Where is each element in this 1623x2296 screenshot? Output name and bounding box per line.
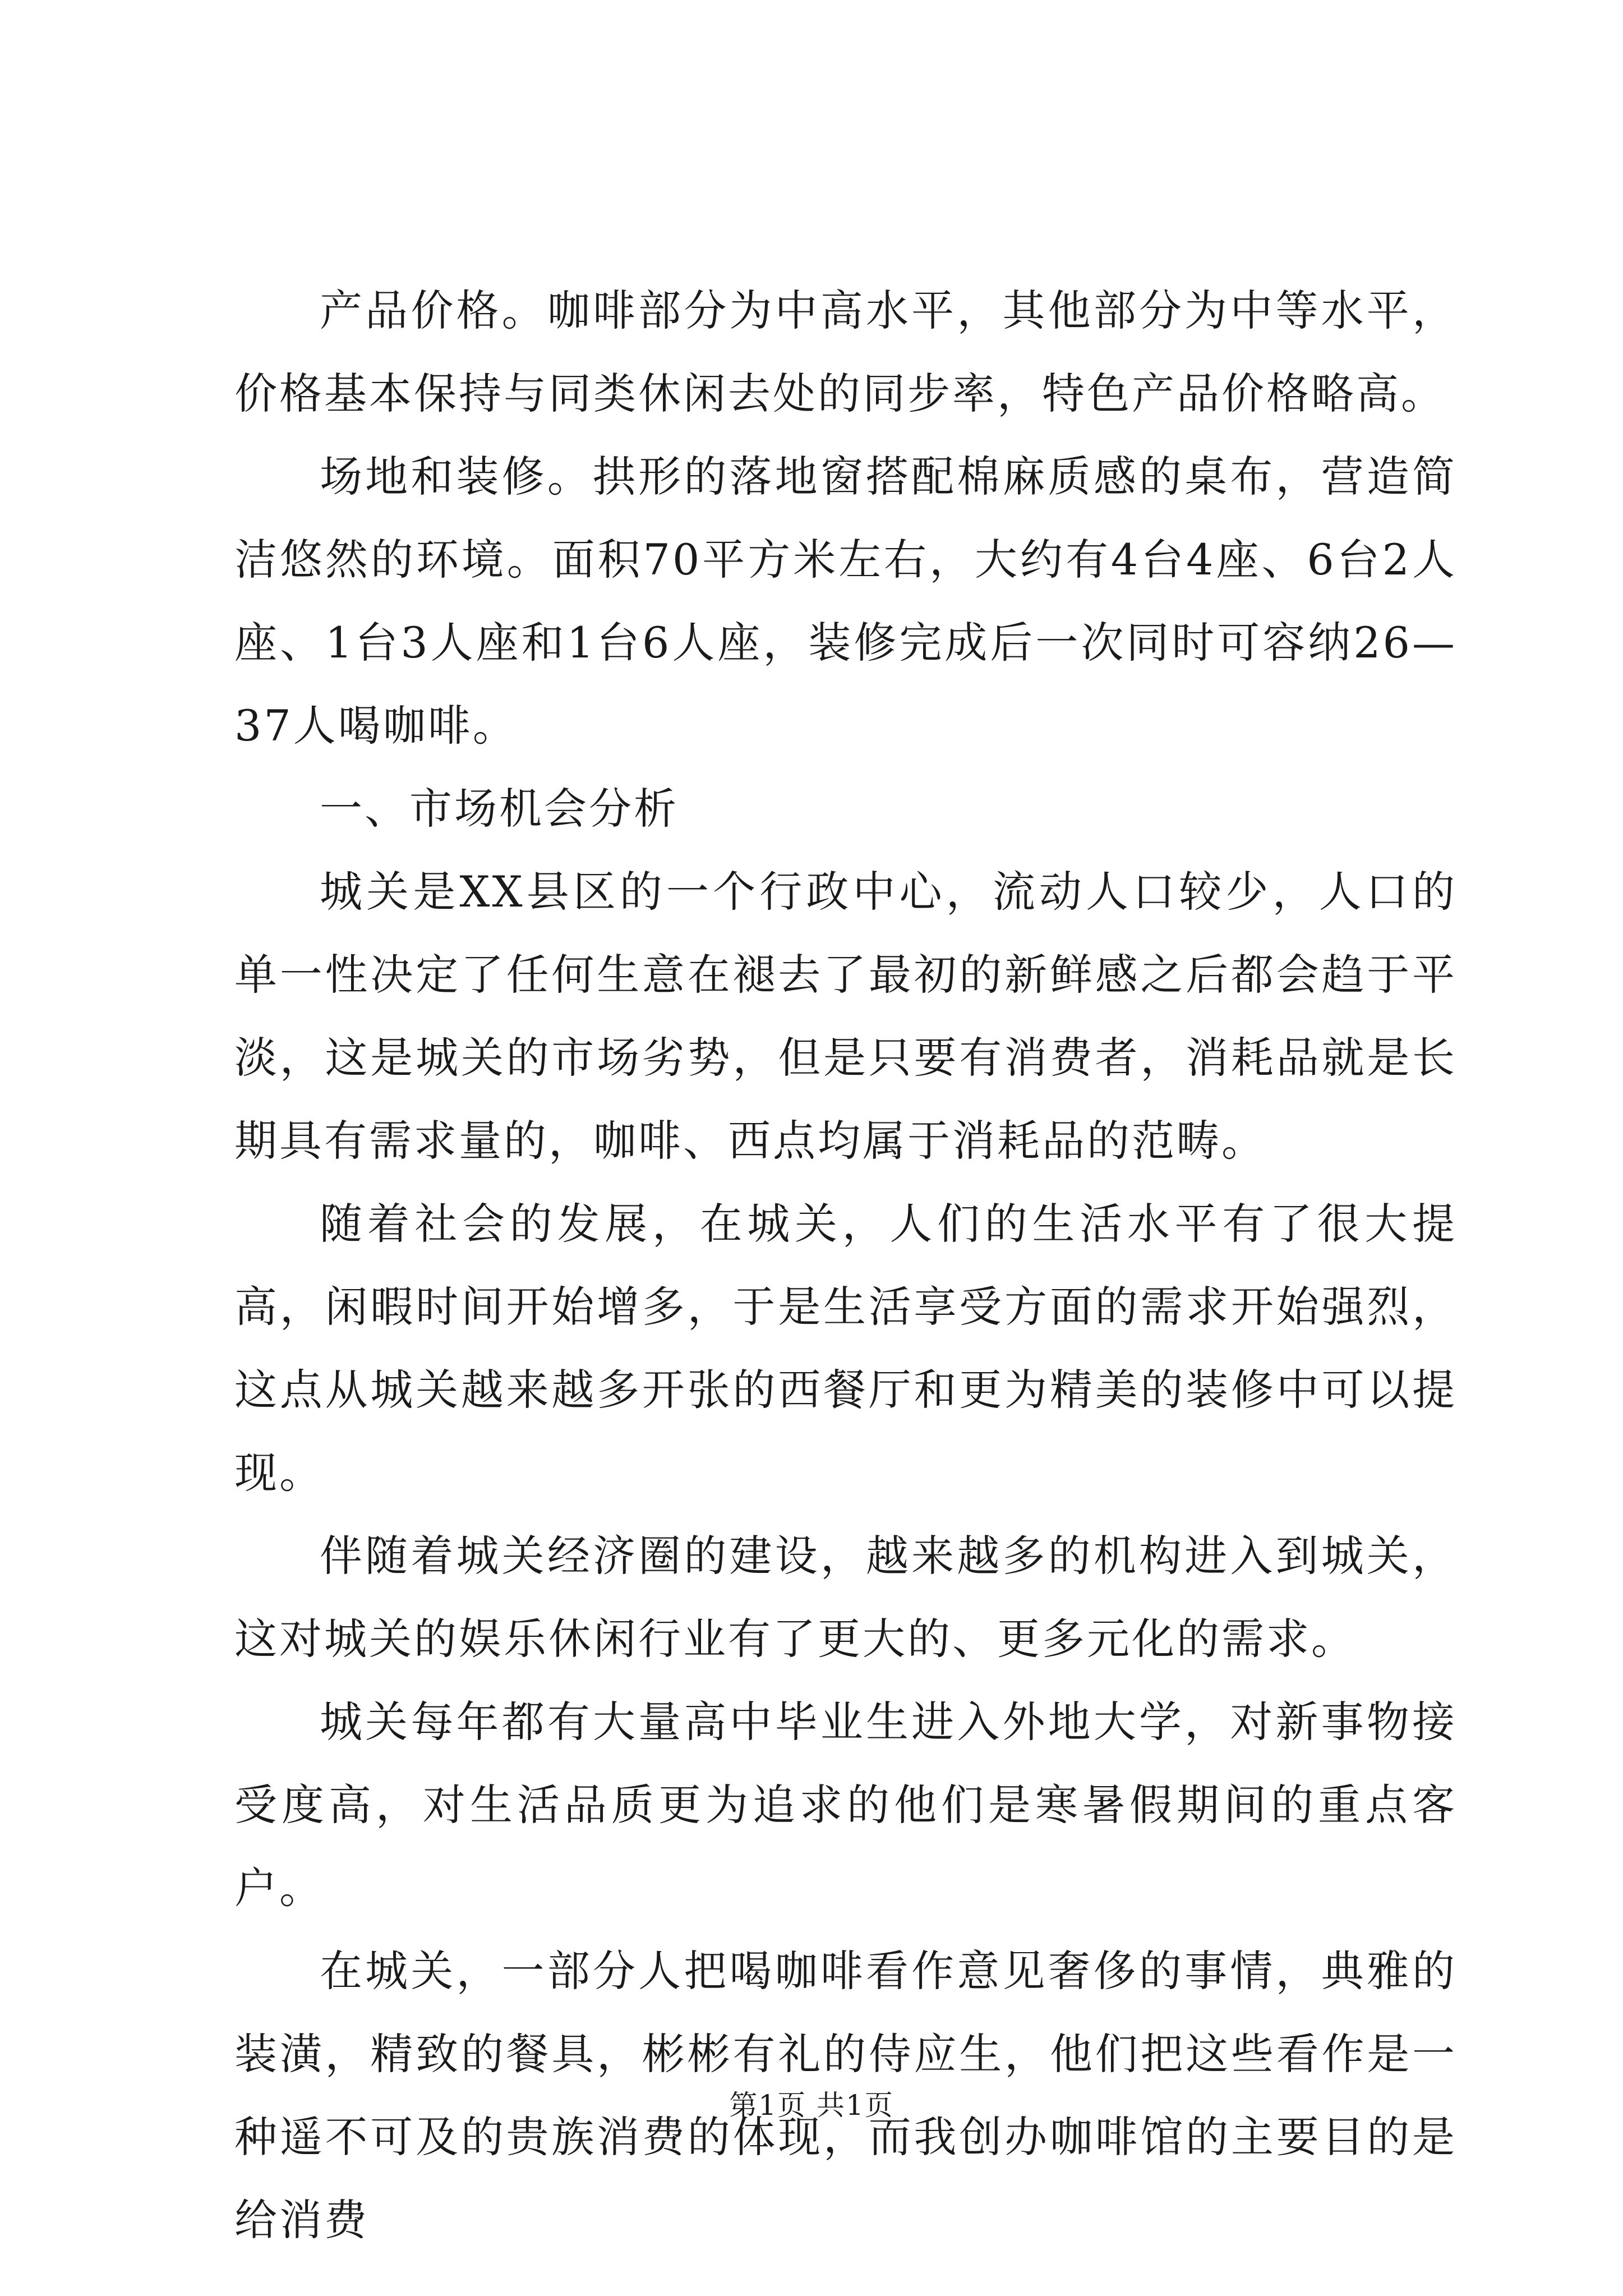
document-body (234, 269, 1457, 2262)
paragraph-venue-decoration: 场地和装修。拱形的落地窗搭配棉麻质感的桌布，营造简洁悠然的环境。面积70平方米左右，大约有4台4座、6台2人座、1台3人座和1台6人座，装修完成后一次同时可容纳26—37人喝咖啡。 (234, 452, 1457, 751)
paragraph-luxury-perception: 在城关，一部分人把喝咖啡看作意见奢侈的事情，典雅的装潢，精致的餐具，彬彬有礼的侍应生，他们把这些看作是一种遥不可及的贵族消费的体现，而我创办咖啡馆的主要目的是给消费 (234, 1946, 1457, 2245)
paragraph-social-development: 随着社会的发展，在城关，人们的生活水平有了很大提高，闲暇时间开始增多，于是生活享受方面的需求开始强烈，这点从城关越来越多开张的西餐厅和更为精美的装修中可以提现。 (234, 1199, 1457, 1498)
section-heading-market-opportunity: 一、市场机会分析 (320, 784, 679, 834)
paragraph-economic-circle: 伴随着城关经济圈的建设，越来越多的机构进入到城关，这对城关的娱乐休闲行业有了更大的、更多元化的需求。 (234, 1531, 1457, 1664)
paragraph-product-price: 产品价格。咖啡部分为中高水平，其他部分为中等水平，价格基本保持与同类休闲去处的同步率，特色产品价格略高。 (234, 286, 1457, 418)
paragraph-chengguan-overview: 城关是XX县区的一个行政中心，流动人口较少，人口的单一性决定了任何生意在褪去了最初的新鲜感之后都会趋于平淡，这是城关的市场劣势，但是只要有消费者，消耗品就是长期具有需求量的，咖啡、西点均属于消耗品的范畴。 (234, 867, 1457, 1166)
paragraph-graduates: 城关每年都有大量高中毕业生进入外地大学，对新事物接受度高，对生活品质更为追求的他们是寒暑假期间的重点客户。 (234, 1697, 1457, 1913)
page-footer: 第1页 共1页 (729, 2089, 894, 2122)
